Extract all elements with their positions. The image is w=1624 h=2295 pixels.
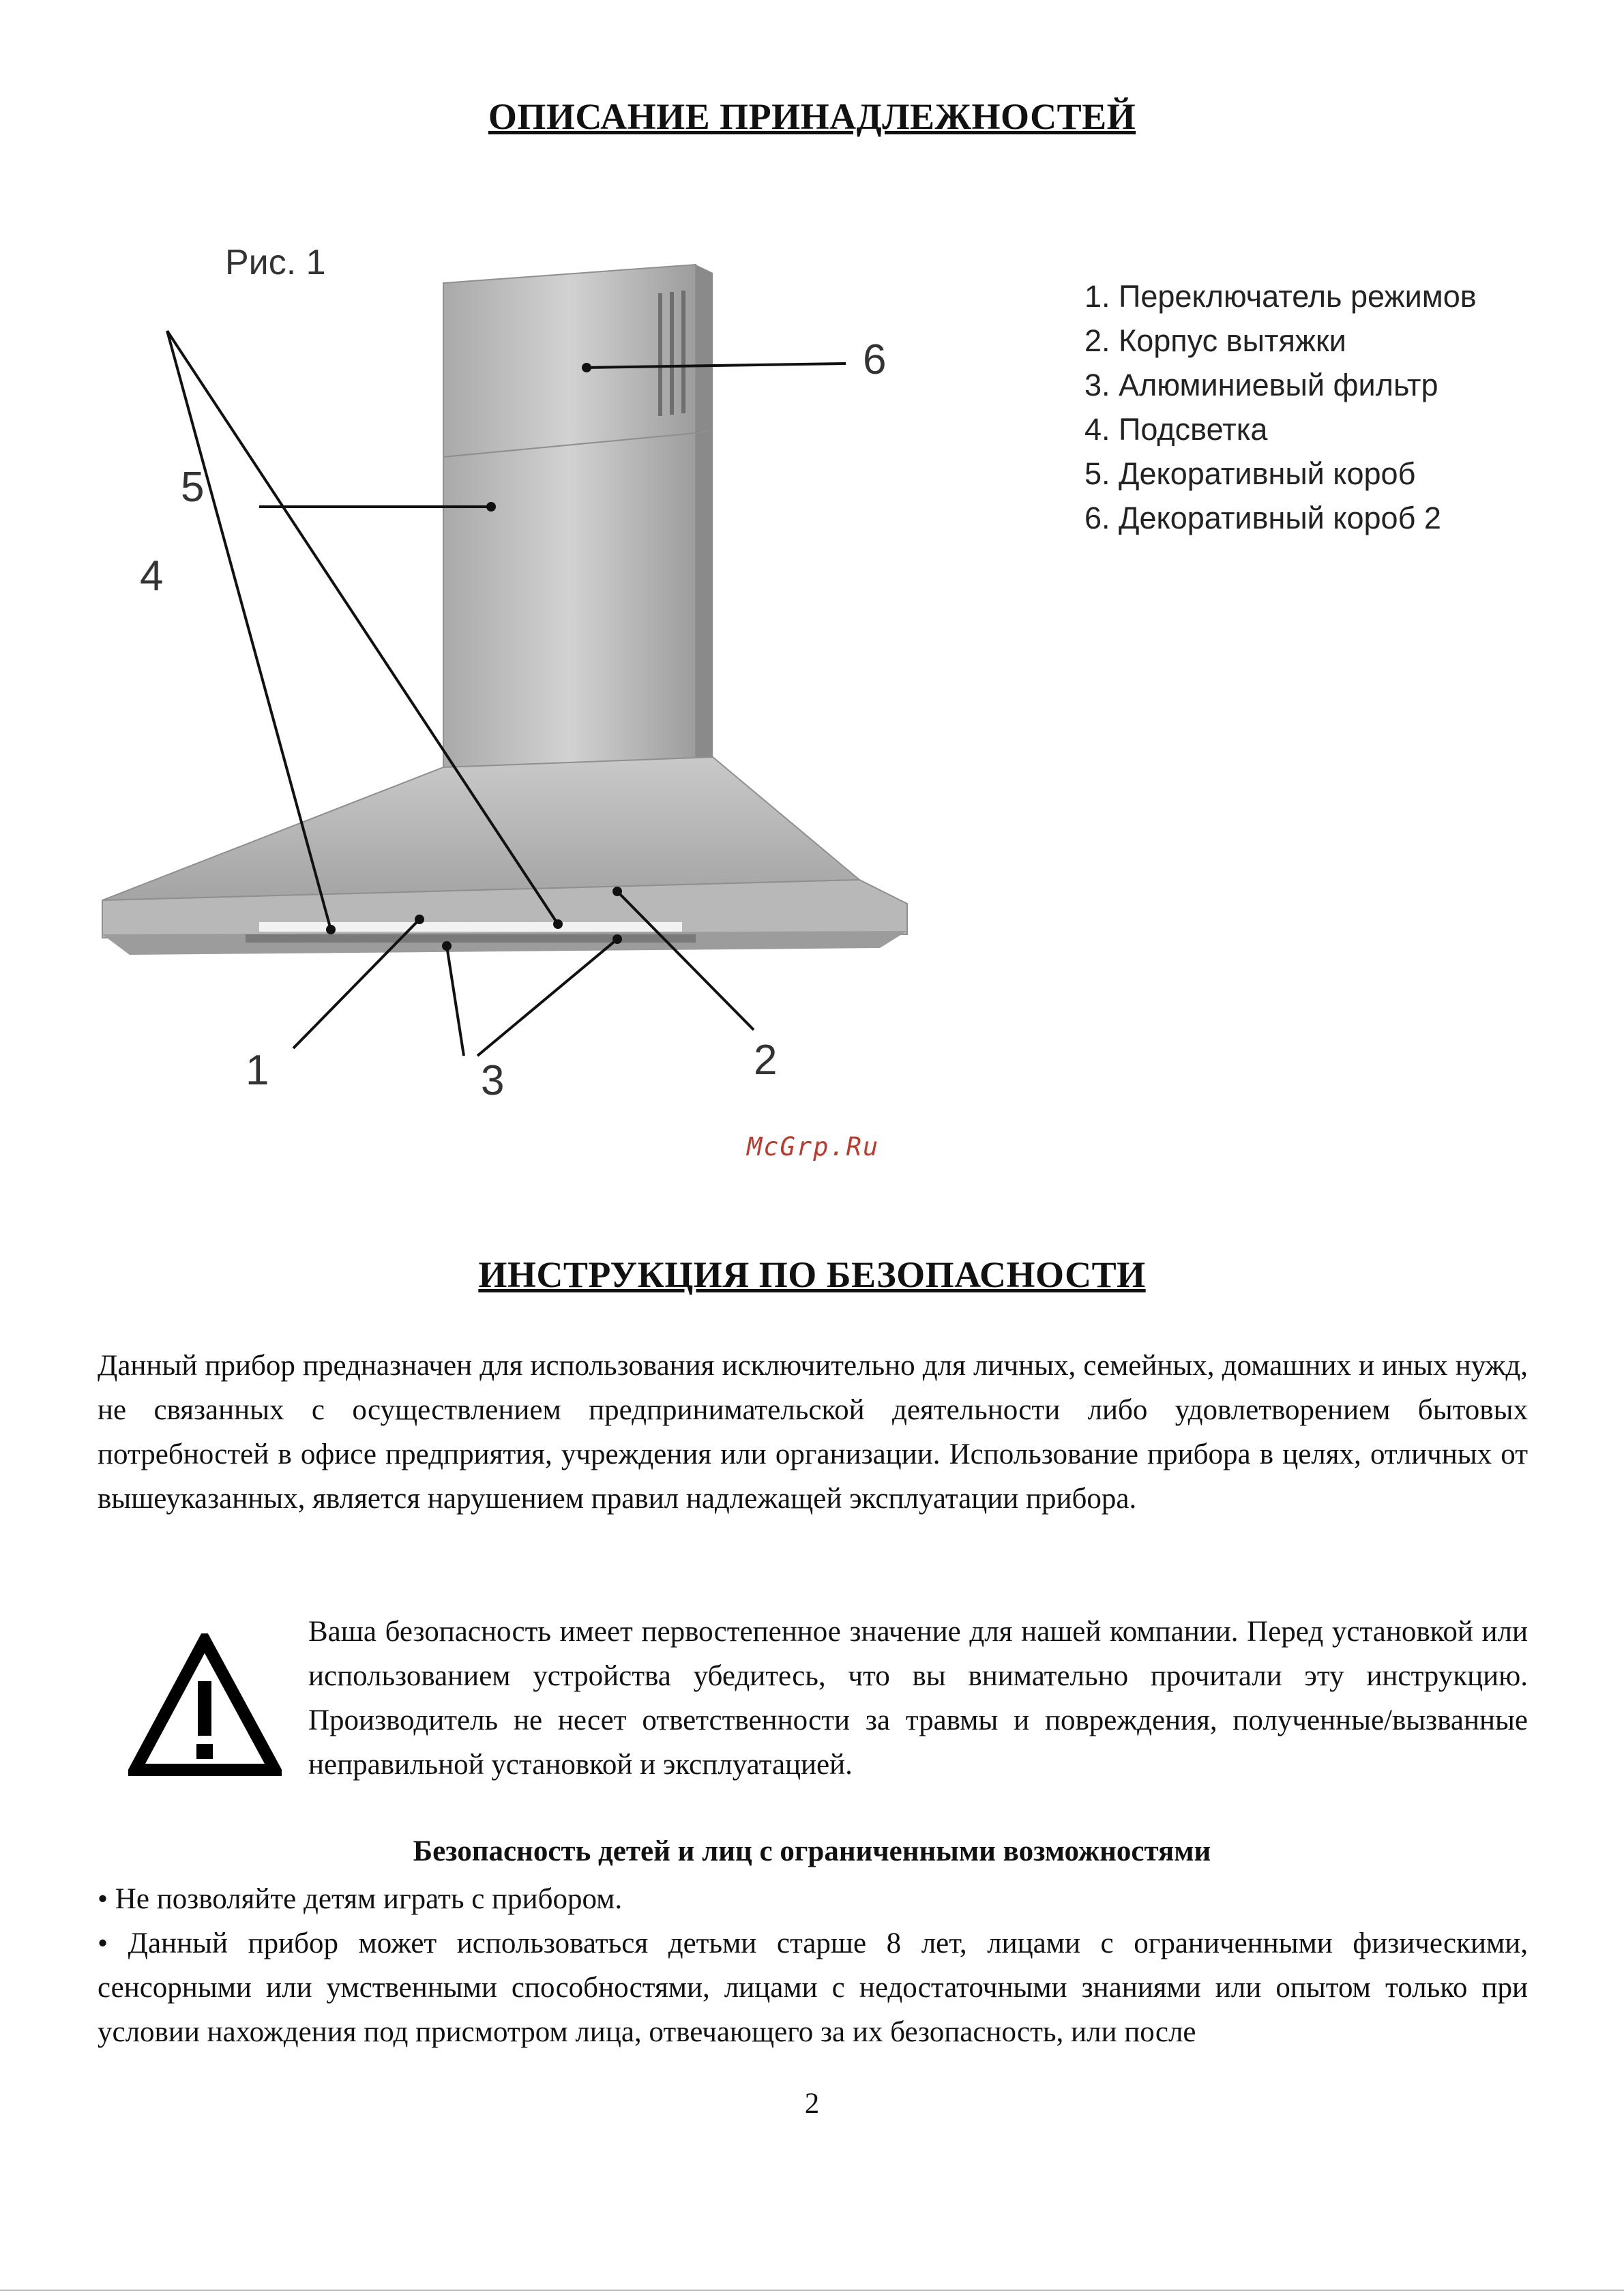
figure-caption: Рис. 1: [225, 243, 326, 282]
bullet-item: • Не позволяйте детям играть с прибором.: [98, 1883, 623, 1915]
filter-mesh: [246, 934, 696, 943]
callout-6: 6: [863, 336, 887, 383]
children-safety-heading: Безопасность детей и лиц с ограниченными возможностями: [413, 1835, 1211, 1867]
callout-3: 3: [481, 1057, 505, 1104]
callout-1: 1: [246, 1047, 269, 1094]
legend-item: 5. Декоративный короб: [1084, 456, 1416, 491]
lower-chimney: [443, 430, 713, 778]
safety-title: ИНСТРУКЦИЯ ПО БЕЗОПАСНОСТИ: [478, 1254, 1146, 1295]
warning-triangle-icon: [128, 1633, 282, 1777]
callout-4: 4: [140, 552, 164, 599]
light-strip: [259, 922, 682, 932]
page-title: ОПИСАНИЕ ПРИНАДЛЕЖНОСТЕЙ: [488, 96, 1136, 137]
watermark: McGrp.Ru: [747, 1132, 880, 1161]
upper-chimney: [443, 265, 713, 457]
canopy: [102, 757, 907, 955]
page-edge: [0, 2290, 1624, 2291]
legend-item: 6. Декоративный короб 2: [1084, 501, 1441, 535]
legend-item: 3. Алюминиевый фильтр: [1084, 368, 1438, 402]
callout-2: 2: [754, 1037, 778, 1084]
legend-item: 2. Корпус вытяжки: [1084, 323, 1346, 358]
intro-paragraph: Данный прибор предназначен для использования исключительно для личных, семейных, домашних и иных нужд, не связанных с осуществлением предпринимательской деятельности либо удовлетворением бытовых потребностей в офисе предприятия, учреждения или организации. Использование прибора в целях, отличных от вышеуказанных, является нарушением правил надлежащей эксплуатации прибора.: [98, 1350, 1528, 1515]
page-number: 2: [804, 2088, 820, 2120]
legend-item: 1. Переключатель режимов: [1084, 279, 1477, 314]
range-hood-figure: [95, 232, 928, 1132]
callout-5: 5: [181, 464, 205, 511]
bullet-item: • Данный прибор может использоваться детьми старше 8 лет, лицами с ограниченными физическими, сенсорными или умственными способностями, лицами с недостаточными знаниями или опытом только при условии нахождения под присмотром лица, отвечающего за их безопасность, или после: [98, 1927, 1528, 2048]
legend-item: 4. Подсветка: [1084, 412, 1268, 447]
parts-legend: [1084, 274, 1477, 540]
warning-paragraph: Ваша безопасность имеет первостепенное значение для нашей компании. Перед установкой или использованием устройства убедитесь, что вы внимательно прочитали эту инструкцию. Производитель не несет ответственности за травмы и повреждения, полученные/вызванные неправильной установкой и эксплуатацией.: [308, 1616, 1528, 1781]
